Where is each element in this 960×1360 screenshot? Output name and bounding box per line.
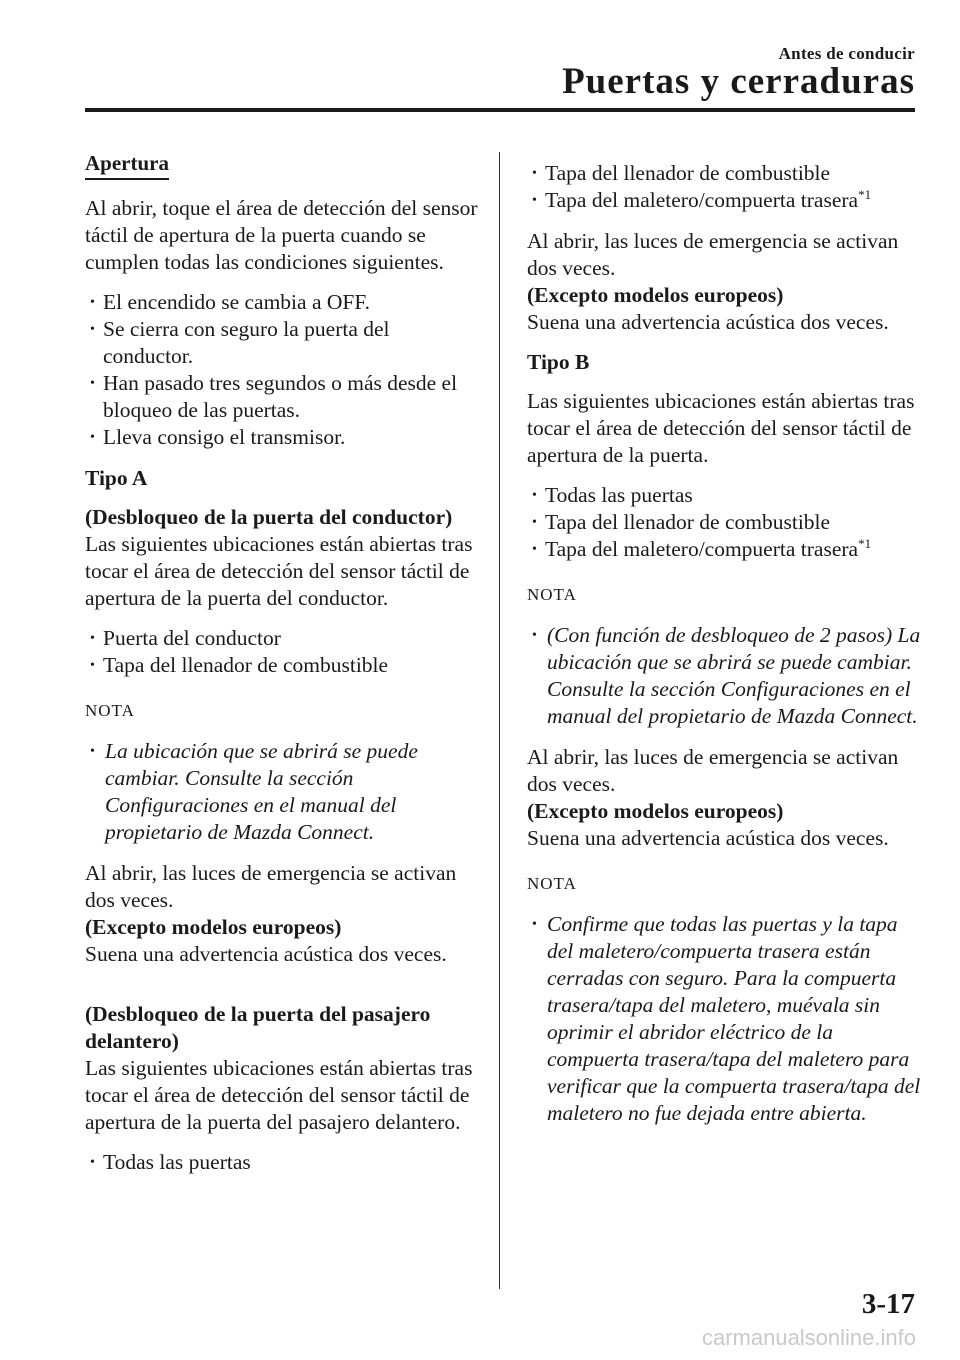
list-item: • El encendido se cambia a OFF. (90, 290, 370, 314)
bullet-icon: • (532, 917, 537, 932)
passenger-items-list (85, 1149, 480, 1176)
column-divider (499, 152, 500, 1289)
driver-unlock-text: Las siguientes ubicaciones están abiertas tras tocar el área de detección del sensor táctil de apertura de la puerta del conductor. (85, 532, 473, 610)
list-item: • Se cierra con seguro la puerta del conductor. (90, 317, 390, 368)
section-heading-apertura: Apertura (85, 150, 169, 180)
watermark: carmanualsonline.info (701, 1325, 916, 1350)
note-box (527, 581, 922, 730)
footnote-mark: *1 (858, 187, 872, 202)
tipo-b-text: Las siguientes ubicaciones están abiertas tras tocar el área de detección del sensor táctil de apertura de la puerta. (527, 389, 915, 467)
passenger-unlock-heading: (Desbloqueo de la puerta del pasajero delantero) (85, 1002, 431, 1053)
beep-text: Suena una advertencia acústica dos veces. (527, 310, 889, 334)
list-item: • Tapa del maletero/compuerta trasera$^{*1}$ (532, 187, 872, 212)
beep-text: Suena una advertencia acústica dos veces. (85, 942, 447, 966)
bullet-icon: • (532, 542, 537, 557)
bullet-icon: • (90, 430, 95, 445)
bullet-icon: • (532, 515, 537, 530)
bullet-icon: • (90, 295, 95, 310)
page-title: Puertas y cerraduras (562, 61, 915, 102)
bullet-icon: • (90, 658, 95, 673)
list-item: • Tapa del llenador de combustible (532, 510, 831, 534)
conditions-list (85, 289, 480, 451)
tipo-a-heading: Tipo A (85, 466, 148, 490)
section-label: Antes de conducir (778, 44, 915, 63)
page-number: 3-17 (861, 1288, 915, 1320)
tipo-b-items-list (527, 482, 922, 563)
list-item: • Lleva consigo el transmisor. (90, 425, 346, 449)
list-item: • Todas las puertas (532, 483, 693, 507)
bullet-icon: • (532, 488, 537, 503)
note-title: NOTA (85, 701, 135, 720)
except-heading: (Excepto modelos europeos) (527, 799, 784, 823)
note-box (85, 697, 480, 846)
list-item: • Todas las puertas (90, 1150, 251, 1174)
bullet-icon: • (90, 631, 95, 646)
bullet-icon: • (90, 376, 95, 391)
list-item: • Tapa del maletero/compuerta trasera$^{*1}$ (532, 536, 872, 561)
bullet-icon: • (90, 744, 95, 759)
list-item: • Han pasado tres segundos o más desde el bloqueo de las puertas. (90, 371, 458, 422)
tipo-b-heading: Tipo B (527, 350, 590, 374)
note-title: NOTA (527, 874, 577, 893)
beep-text: Suena una advertencia acústica dos veces. (527, 826, 889, 850)
continued-items-list (527, 160, 922, 214)
hazard-text: Al abrir, las luces de emergencia se activan dos veces. (85, 861, 457, 912)
note-title: NOTA (527, 585, 577, 604)
left-column (85, 150, 480, 1190)
footnote-mark: *1 (858, 536, 872, 551)
bullet-icon: • (532, 166, 537, 181)
bullet-icon: • (90, 322, 95, 337)
note-item: • (Con función de desbloqueo de 2 pasos) La ubicación que se abrirá se puede cambiar. Consulte la sección Configuraciones en el manual del propietario de Mazda Connect. (532, 623, 921, 728)
hazard-text: Al abrir, las luces de emergencia se activan dos veces. (527, 229, 899, 280)
driver-unlock-heading: (Desbloqueo de la puerta del conductor) (85, 505, 453, 529)
driver-items-list (85, 625, 480, 679)
list-item: • Puerta del conductor (90, 626, 281, 650)
bullet-icon: • (532, 193, 537, 208)
passenger-unlock-text: Las siguientes ubicaciones están abiertas tras tocar el área de detección del sensor táctil de apertura de la puerta del pasajero delantero. (85, 1056, 473, 1134)
note-item: • La ubicación que se abrirá se puede cambiar. Consulte la sección Configuraciones en el manual del propietario de Mazda Connect. (90, 739, 418, 844)
list-item: • Tapa del llenador de combustible (90, 653, 389, 677)
header-rule (85, 108, 915, 112)
note-box (527, 870, 922, 1127)
hazard-text: Al abrir, las luces de emergencia se activan dos veces. (527, 745, 899, 796)
intro-paragraph: Al abrir, toque el área de detección del sensor táctil de apertura de la puerta cuando se cumplen todas las condiciones siguientes. (85, 196, 478, 274)
bullet-icon: • (532, 628, 537, 643)
bullet-icon: • (90, 1155, 95, 1170)
except-heading: (Excepto modelos europeos) (85, 915, 342, 939)
list-item: • Tapa del llenador de combustible (532, 161, 831, 185)
note-item: • Confirme que todas las puertas y la tapa del maletero/compuerta trasera están cerradas con seguro. Para la compuerta trasera/tapa del maletero, muévala sin oprimir el abridor eléctrico de la compuerta trasera/tapa del maletero para verificar que la compuerta trasera/tapa del maletero no fue dejada entre abierta. (532, 912, 921, 1125)
right-column (527, 160, 922, 1141)
except-heading: (Excepto modelos europeos) (527, 283, 784, 307)
